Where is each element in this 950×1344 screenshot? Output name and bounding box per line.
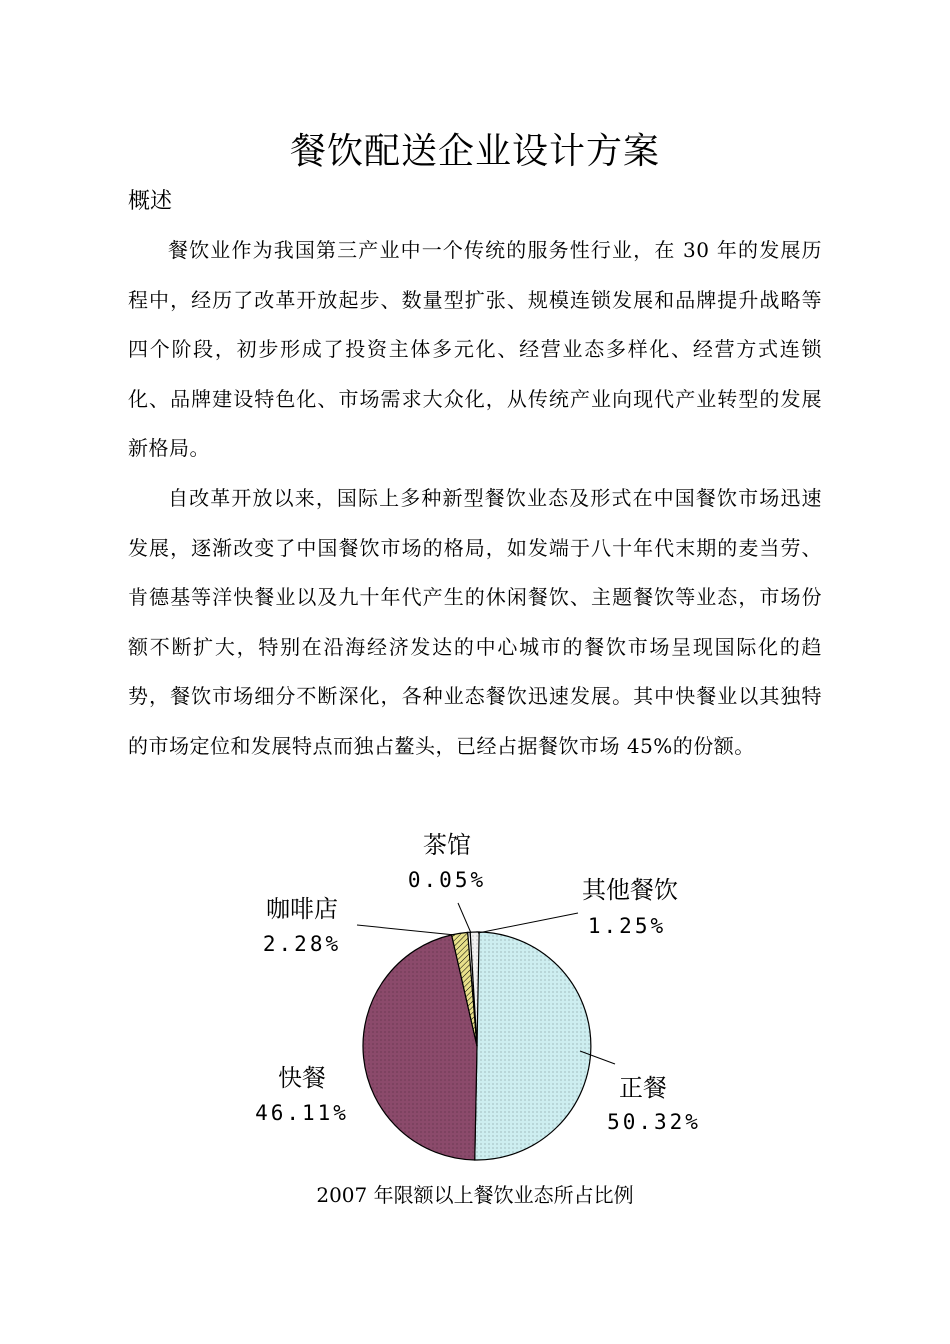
section-heading: 概述 [128,189,173,214]
slice-label-3: 茶馆 [423,831,471,859]
slice-label-1: 快餐 [278,1064,326,1092]
slice-label-0: 正餐 [619,1074,667,1102]
slice-label-2: 咖啡店 [266,895,338,923]
leader-line-3 [458,903,471,933]
paragraph-1: 餐饮业作为我国第三产业中一个传统的服务性行业，在 30 年的发展历程中，经历了改革开放起步、数量型扩张、规模连锁发展和品牌提升战略等四个阶段，初步形成了投资主体多元化、经营业态多样化、经营方式连锁化、品牌建设特色化、市场需求大众化，从传统产业向现代产业转型的发展新格局。 [128,238,822,460]
paragraph-2: 自改革开放以来，国际上多种新型餐饮业态及形式在中国餐饮市场迅速发展，逐渐改变了中国餐饮市场的格局，如发端于八十年代末期的麦当劳、肯德基等洋快餐业以及九十年代产生的休闲餐饮、主题餐饮等业态，市场份额不断扩大，特别在沿海经济发达的中心城市的餐饮市场呈现国际化的趋势，餐饮市场细分不断深化，各种业态餐饮迅速发展。其中快餐业以其独特的市场定位和发展特点而独占鳌头，已经占据餐饮市场 45%的份额。 [128,486,822,758]
pie-chart-svg [240,815,710,1175]
pie-chart [240,815,710,1175]
slice-value-4: 1.25% [587,914,667,938]
leader-line-4 [478,913,578,933]
document-title: 餐饮配送企业设计方案 [289,131,660,172]
leader-line-2 [357,925,455,935]
pie-slice-texture-0 [475,932,591,1160]
slice-label-4: 其他餐饮 [582,876,678,904]
slice-value-2: 2.28% [262,932,342,956]
slice-value-1: 46.11% [255,1101,349,1125]
chart-caption: 2007 年限额以上餐饮业态所占比例 [316,1183,634,1207]
slice-value-0: 50.32% [607,1110,701,1134]
slice-value-3: 0.05% [407,868,487,892]
